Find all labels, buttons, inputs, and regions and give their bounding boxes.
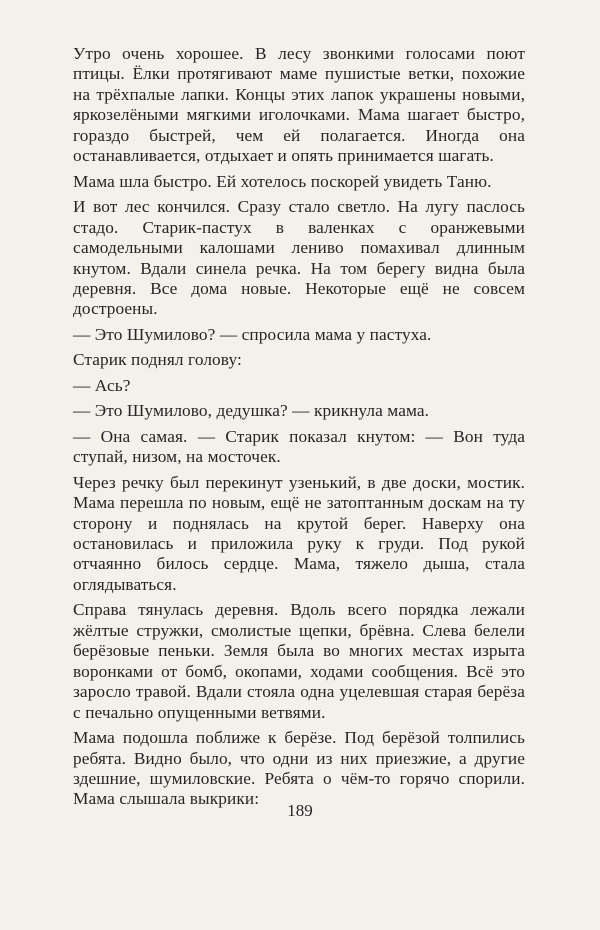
page-number: 189 <box>287 801 313 820</box>
body-text <box>73 44 525 810</box>
dialogue-line: — Ась? <box>73 375 131 395</box>
paragraph: И вот лес кончился. Сразу стало светло. На лугу паслось стадо. Старик-пастух в валенках с оранжевыми самодельными калошами лениво помахивал длинным кнутом. Вдали синела речка. На том берегу видна была деревня. Все дома новые. Некоторые ещё не совсем достроены. <box>73 197 525 319</box>
paragraph: Мама подошла поближе к берёзе. Под берёзой толпились ребята. Видно было, что одни из них приезжие, а другие здешние, шумиловские. Ребята о чём-то горячо спорили. Мама слышала выкрики: <box>73 728 525 809</box>
dialogue-line: — Это Шумилово? — спросила мама у пастуха. <box>73 324 432 344</box>
dialogue-line: — Она самая. — Старик показал кнутом: — Вон туда ступай, низом, на мосточек. <box>73 426 525 467</box>
paragraph: Утро очень хорошее. В лесу звонкими голосами поют птицы. Ёлки протягивают маме пушистые ветки, похожие на трёхпалые лапки. Концы этих лапок украшены новыми, яркозелёными мягкими иголочками. Мама шагает быстро, гораздо быстрей, чем ей полагается. Иногда она останавливается, отдыхает и опять принимается шагать. <box>73 44 525 166</box>
paragraph: Через речку был перекинут узенький, в две доски, мостик. Мама перешла по новым, ещё не затоптанным доскам на ту сторону и поднялась на крутой берег. Наверху она остановилась и приложила руку к груди. Под рукой отчаянно билось сердце. Мама, тяжело дыша, стала оглядываться. <box>73 472 525 594</box>
paragraph: Справа тянулась деревня. Вдоль всего порядка лежали жёлтые стружки, смолистые щепки, брёвна. Слева белели берёзовые пеньки. Земля была во многих местах изрыта воронками от бомб, окопами, ходами сообщения. Всё это заросло травой. Вдали стояла одна уцелевшая старая берёза с печально опущенными ветвями. <box>73 600 525 722</box>
paragraph: Старик поднял голову: <box>73 350 242 370</box>
paragraph: Мама шла быстро. Ей хотелось поскорей увидеть Таню. <box>73 171 492 191</box>
dialogue-line: — Это Шумилово, дедушка? — крикнула мама. <box>73 401 430 421</box>
